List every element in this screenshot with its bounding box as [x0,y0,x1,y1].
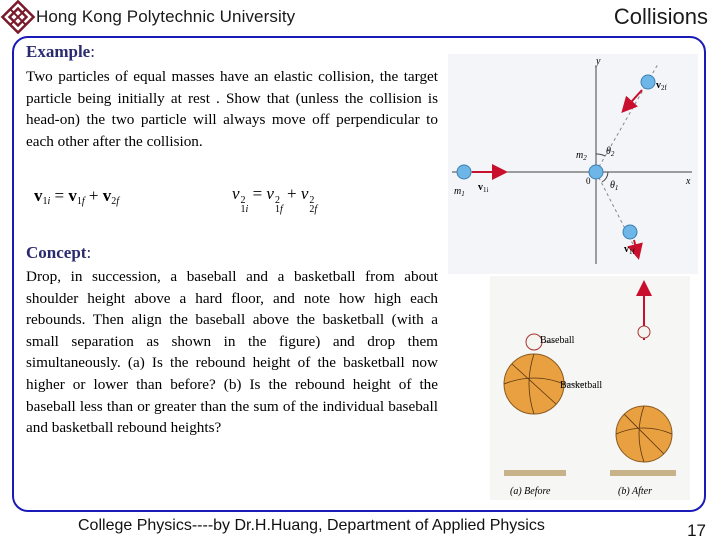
concept-heading-text: Concept [26,243,87,262]
v1i-label: $v_{1i}$ [478,182,489,194]
example-heading: Example: [26,42,95,61]
caption-before: (a) Before [510,486,551,497]
example-text: Two particles of equal masses have an elastic collision, the target particle being initially at rest . Show that (unless the collision is head-on) the two particle will always move off perpendicular to each other after the collision. [26,68,438,150]
theta1-label: $\theta_1$ [610,180,619,192]
ball-m1-initial [457,165,471,179]
ball-m2 [589,165,603,179]
slide-title: Collisions [613,4,708,29]
floor-after [610,470,676,476]
concept-heading: Concept: [26,243,92,262]
v1f-label: $v_{1f}$ [624,244,635,256]
university-name: Hong Kong Polytechnic University [36,7,296,26]
origin-label: 0 [586,176,591,186]
ball-m2-final [641,75,655,89]
baseball-after [638,326,650,338]
x-axis-label: x [686,176,691,187]
m2-label: $m_2$ [576,150,587,162]
ball-m1-final [623,225,637,239]
collision-diagram [448,54,698,274]
basketball-label: Basketball [560,380,603,391]
m1-label: $m_1$ [454,186,465,198]
floor-before [504,470,566,476]
y-axis-label: y [596,56,601,67]
energy-equation: v 2 1i = v 2 1f + v 2 2f [232,184,318,215]
v2f-label: $v_{2f}$ [656,80,667,92]
example-heading-text: Example [26,42,91,61]
concept-text: Drop, in succession, a baseball and a basketball from about shoulder height above a hard floor, and note how high each rebounds. Then align the baseball above the basketball (with a small separation as shown in the figure) and drop them simultaneously. (a) Is the rebound height of the basketball now higher or lower than before? (b) Is the rebound height of the baseball less than or greater than the sum of the individual baseball and basketball rebound heights? [26,268,438,437]
caption-after: (b) After [618,486,652,497]
theta2-label: $\theta_2$ [606,146,615,158]
momentum-equation: $v_{1i} = v_{1f} + v_{2f}$ [34,186,120,207]
header-left [0,0,295,34]
footer-credit: College Physics----by Dr.H.Huang, Department of Applied Physics [78,517,545,534]
polyu-logo-icon [0,0,36,34]
baseball-label: Baseball [540,335,575,346]
page-number: 17 [687,521,706,540]
ball-drop-figure [490,276,690,500]
